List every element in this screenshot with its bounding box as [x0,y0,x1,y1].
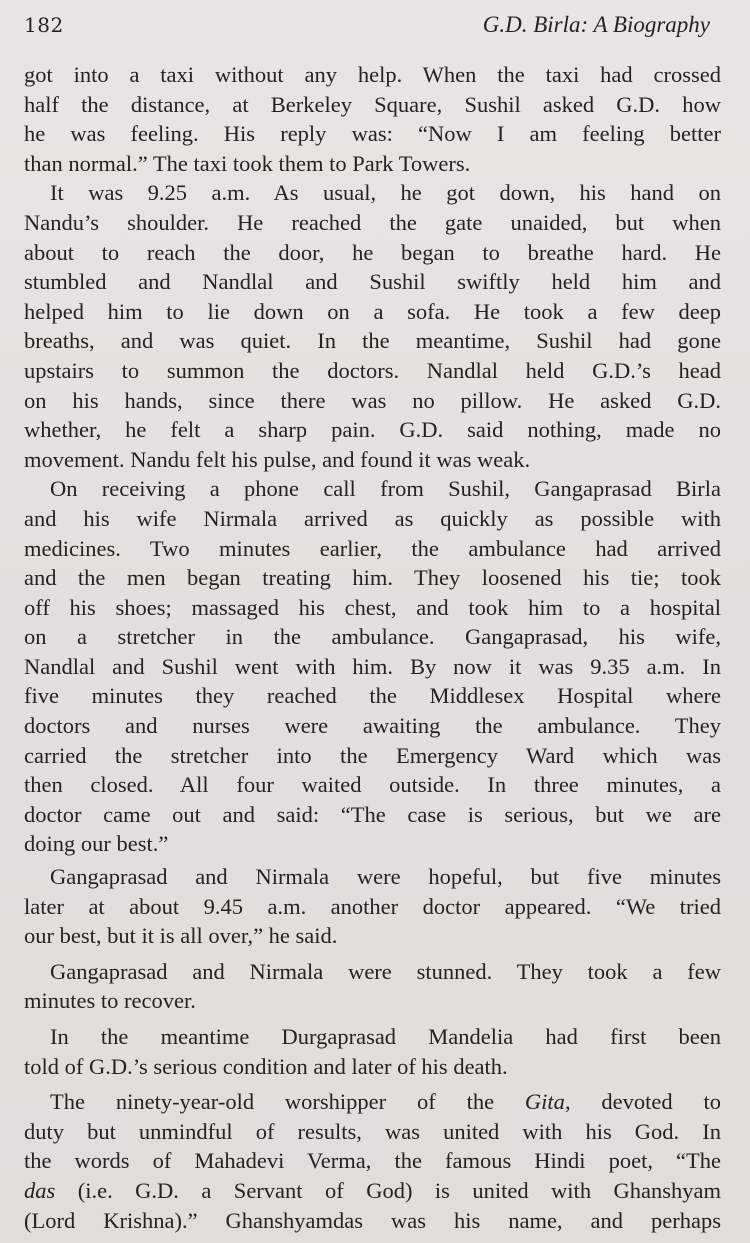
text-run: The ninety-year-old worshipper of the [50,1089,525,1115]
text-line: medicines. Two minutes earlier, the ambulance had arrived [24,535,721,561]
running-head [24,12,710,46]
text-line: Gangaprasad and Nirmala were hopeful, but five minutes [50,864,721,890]
text-line: breaths, and was quiet. In the meantime, Sushil had gone [24,328,721,354]
text-run-italic: Gita [524,1089,565,1115]
text-run: (i.e. G.D. a Servant of God) is united with Ghanshyam [55,1177,721,1203]
text-line: half the distance, at Berkeley Square, Sushil asked G.D. how [24,91,721,117]
text-run: , devoted to [564,1089,721,1115]
text-line: doctor came out and said: “The case is serious, but we are [24,801,721,827]
text-line: (Lord Krishna).” Ghanshyamdas was his name, and perhaps [24,1207,721,1233]
text-run-italic: das [24,1177,56,1203]
text-line: our best, but it is all over,” he said. [24,923,338,949]
text-line: five minutes they reached the Middlesex Hospital where [24,683,721,709]
text-line: Nandlal and Sushil went with him. By now it was 9.35 a.m. In [24,653,721,679]
text-line: on his hands, since there was no pillow. He asked G.D. [24,387,721,413]
text-line: on a stretcher in the ambulance. Gangaprasad, his wife, [24,624,721,650]
text-line: stumbled and Nandlal and Sushil swiftly held him and [24,269,721,295]
text-line: than normal.” The taxi took them to Park Towers. [24,150,471,176]
page-number: 182 [24,13,64,37]
body-text [24,60,721,1235]
text-line: off his shoes; massaged his chest, and took him to a hospital [24,594,721,620]
text-line: the words of Mahadevi Verma, the famous Hindi poet, “The [24,1148,721,1174]
text-line: told of G.D.’s serious condition and later of his death. [24,1053,508,1079]
text-line: duty but unmindful of results, was united with his God. In [24,1118,721,1144]
text-line: about to reach the door, he began to breathe hard. He [24,239,721,265]
text-line: and the men began treating him. They loosened his tie; took [24,565,721,591]
text-line: upstairs to summon the doctors. Nandlal held G.D.’s head [24,357,721,383]
text-line: and his wife Nirmala arrived as quickly as possible with [24,505,721,531]
text-line: whether, he felt a sharp pain. G.D. said nothing, made no [24,417,721,443]
text-line: doing our best.” [24,831,169,857]
text-line: Gangaprasad and Nirmala were stunned. They took a few [50,958,721,984]
text-line: carried the stretcher into the Emergency Ward which was [24,742,721,768]
text-line: It was 9.25 a.m. As usual, he got down, his hand on [50,180,721,206]
text-line [24,1087,721,1117]
text-line: later at about 9.45 a.m. another doctor appeared. “We tried [24,893,721,919]
text-line: doctors and nurses were awaiting the ambulance. They [24,713,721,739]
text-line: got into a taxi without any help. When the taxi had crossed [24,62,721,87]
text-line: he was feeling. His reply was: “Now I am feeling better [24,121,721,147]
text-line: helped him to lie down on a sofa. He took a few deep [24,298,721,324]
text-line: movement. Nandu felt his pulse, and found it was weak. [24,446,531,472]
running-title: G.D. Birla: A Biography [482,12,710,37]
text-line: On receiving a phone call from Sushil, Gangaprasad Birla [50,476,721,502]
text-line: minutes to recover. [24,988,196,1014]
text-line: In the meantime Durgaprasad Mandelia had first been [50,1024,721,1049]
text-line: then closed. All four waited outside. In three minutes, a [24,772,721,798]
text-line: Nandu’s shoulder. He reached the gate unaided, but when [24,209,721,235]
text-line [24,1176,721,1206]
